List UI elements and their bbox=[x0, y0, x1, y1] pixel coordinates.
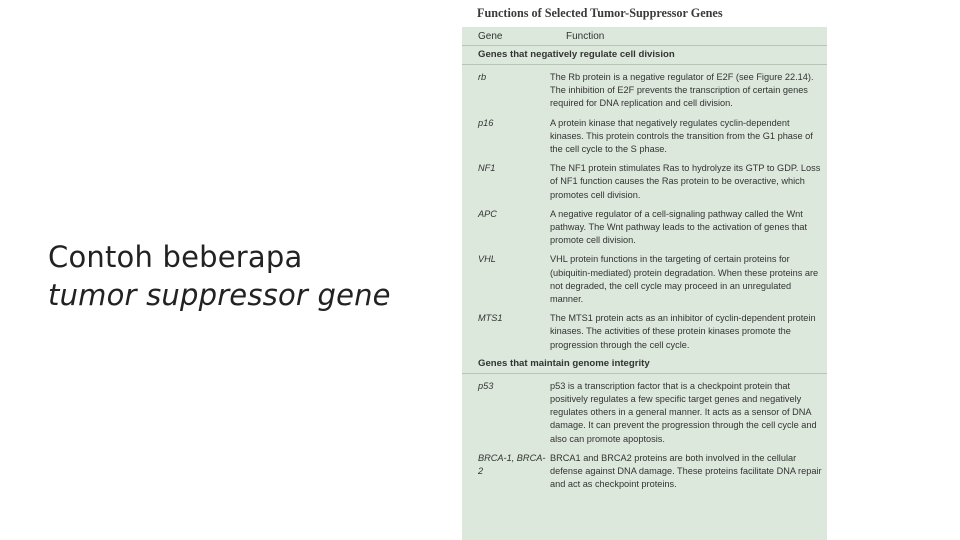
table-row bbox=[462, 202, 827, 248]
table-title: Functions of Selected Tumor-Suppressor Genes bbox=[462, 0, 827, 27]
caption-line-2: tumor suppressor gene bbox=[48, 278, 391, 312]
column-header-function: Function bbox=[566, 30, 605, 42]
slide-caption bbox=[48, 238, 448, 314]
section-header-cell-division: Genes that negatively regulate cell division bbox=[462, 46, 827, 65]
table-row bbox=[462, 156, 827, 202]
gene-name: rb bbox=[478, 72, 487, 82]
table-row bbox=[462, 446, 827, 492]
gene-function: VHL protein functions in the targeting of certain proteins for (ubiquitin-mediated) protein degradation. When these proteins are not degraded, the cell cycle may proceed in an unregulated manner. bbox=[550, 254, 819, 305]
table-row bbox=[462, 65, 827, 111]
tumor-suppressor-table bbox=[462, 0, 827, 540]
gene-function: p53 is a transcription factor that is a checkpoint protein that positively regulates a few specific target genes and negatively regulates others in a general manner. It acts as a sensor of DNA damage. It can prevent the progression through the cell cycle and also can promote apoptosis. bbox=[550, 380, 817, 444]
gene-function: The MTS1 protein acts as an inhibitor of cyclin-dependent protein kinases. The activities of these protein kinases promote the progression through the cell cycle. bbox=[550, 313, 816, 350]
table-row bbox=[462, 247, 827, 306]
gene-name: MTS1 bbox=[478, 313, 503, 324]
gene-name: VHL bbox=[478, 254, 496, 265]
caption-line-1: Contoh beberapa bbox=[48, 240, 303, 274]
gene-function: A protein kinase that negatively regulates cyclin-dependent kinases. This protein controls the transition from the G1 phase of the cell cycle to the S phase. bbox=[550, 117, 813, 155]
gene-function: The Rb protein is a negative regulator of E2F (see Figure 22.14). The inhibition of E2F prevents the transcription of certain genes required for DNA replication and cell division. bbox=[550, 72, 814, 109]
gene-name: BRCA-1, BRCA-2 bbox=[478, 452, 546, 477]
gene-name: APC bbox=[478, 208, 497, 219]
table-row bbox=[462, 306, 827, 352]
section-header-genome-integrity: Genes that maintain genome integrity bbox=[462, 355, 827, 374]
gene-function: BRCA1 and BRCA2 proteins are both involved in the cellular defense against DNA damage. These proteins facilitate DNA repair and act as checkpoint proteins. bbox=[550, 452, 822, 490]
gene-name: NF1 bbox=[478, 163, 496, 174]
gene-name: p53 bbox=[478, 380, 494, 391]
gene-function: A negative regulator of a cell-signaling pathway called the Wnt pathway. The Wnt pathway leads to the activation of genes that promote cell division. bbox=[550, 208, 808, 246]
table-row bbox=[462, 111, 827, 157]
column-header-gene: Gene bbox=[478, 30, 503, 42]
table-row bbox=[462, 374, 827, 446]
gene-name: p16 bbox=[478, 117, 494, 128]
gene-function: The NF1 protein stimulates Ras to hydrolyze its GTP to GDP. Loss of NF1 function causes the Ras protein to be overactive, which promotes cell division. bbox=[550, 163, 821, 200]
table-header-row bbox=[462, 27, 827, 46]
